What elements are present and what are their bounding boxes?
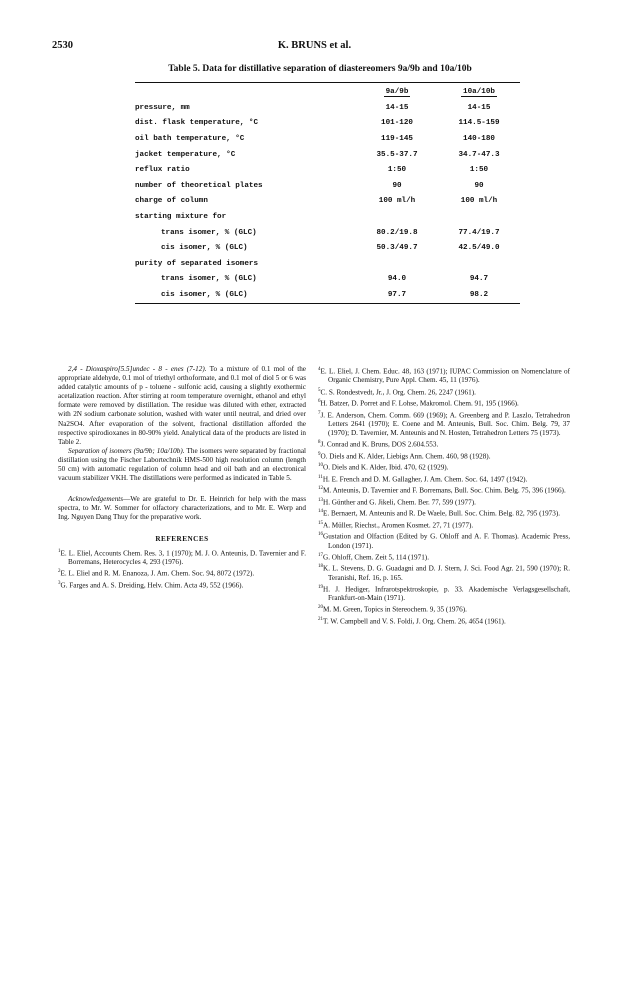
reference-item <box>318 615 570 626</box>
table-row <box>135 100 520 116</box>
reference-text: H. Günther and G. Jikeli, Chem. Ber. 77, 599 (1977). <box>323 498 476 507</box>
row-label: number of theoretical plates <box>135 181 263 190</box>
row-label: trans isomer, % (GLC) <box>161 275 257 284</box>
reference-number: 12 <box>318 486 323 492</box>
table-row <box>135 272 520 288</box>
running-head: K. BRUNS et al. <box>277 40 352 51</box>
reference-item <box>318 461 570 472</box>
row-value-9a9b: 35.5-37.7 <box>376 150 418 159</box>
reference-text: E. L. Eliel, Accounts Chem. Res. 3, 1 (1970); M. J. O. Anteunis, D. Tavernier and F. Borremans, Heterocycles 4, 293 (1976). <box>60 548 306 567</box>
row-label: cis isomer, % (GLC) <box>161 290 248 299</box>
reference-text: G. Ohloff, Chem. Zeit 5, 114 (1971). <box>323 553 430 562</box>
reference-text: H. J. Hediger, Infrarotspektroskopie, p. 33. Akademische Verlagsgesellschaft, Frankfurt-on-Main (1971). <box>323 585 570 603</box>
table-title: Table 5. Data for distillative separation of diastereomers 9a/9b and 10a/10b <box>168 64 472 74</box>
row-value-10a10b: 77.4/19.7 <box>458 228 500 237</box>
para-text: The isomers were separated by fractional distillation using the Fischer Labortechnik HMS-500 high resolution column (length 50 cm) with automatic regulation of column head and oil bath and an electronical vacuum stabilizer VKH. The distillations were performed as indicated in Table 5. <box>58 446 307 483</box>
row-label: reflux ratio <box>135 166 190 175</box>
paragraph-separation <box>58 447 306 483</box>
table-row <box>135 225 520 241</box>
reference-number: 2 <box>58 569 61 575</box>
table-bottom-rule <box>135 303 520 304</box>
row-value-10a10b: 100 ml/h <box>460 197 498 206</box>
para-lead: 2,4 - Dioxaspiro[5.5]undec - 8 - enes (7-12). <box>68 365 207 373</box>
reference-text: T. W. Campbell and V. S. Foldi, J. Org. Chem. 26, 4654 (1961). <box>323 617 506 626</box>
row-value-10a10b: 14-15 <box>467 103 491 112</box>
reference-item <box>318 519 570 530</box>
row-value-9a9b: 97.7 <box>387 290 407 299</box>
reference-text: O. Diels and K. Alder, Ibid. 470, 62 (1929). <box>323 463 449 472</box>
reference-number: 11 <box>318 474 323 480</box>
column-header: 10a/10b <box>463 87 495 96</box>
row-label: purity of separated isomers <box>135 259 259 268</box>
reference-item <box>318 365 570 386</box>
reference-number: 1 <box>58 548 61 554</box>
row-value-10a10b: 34.7-47.3 <box>458 150 500 159</box>
row-label: charge of column <box>135 197 208 206</box>
row-value-9a9b <box>356 209 438 225</box>
row-value-9a9b: 90 <box>392 181 402 190</box>
row-value-9a9b: 50.3/49.7 <box>376 244 418 253</box>
row-value-9a9b: 14-15 <box>385 103 409 112</box>
reference-item <box>318 386 570 397</box>
data-table <box>135 82 520 304</box>
reference-number: 16 <box>318 532 323 538</box>
table-row <box>135 131 520 147</box>
reference-text: E. L. Eliel and R. M. Enanoza, J. Am. Chem. Soc. 94, 8072 (1972). <box>60 569 255 578</box>
table-row <box>135 162 520 178</box>
reference-number: 15 <box>318 520 323 526</box>
reference-item <box>318 450 570 461</box>
reference-text: E. L. Eliel, J. Chem. Educ. 48, 163 (1971); IUPAC Commission on Nomenclature of Organic Chemistry, Pure Appl. Chem. 45, 11 (1976). <box>320 367 570 385</box>
reference-number: 13 <box>318 497 323 503</box>
reference-number: 10 <box>318 463 323 469</box>
row-value-9a9b <box>356 256 438 272</box>
row-value-10a10b: 42.5/49.0 <box>458 244 500 253</box>
reference-number: 18 <box>318 564 323 570</box>
table-header-row <box>135 83 520 100</box>
para-text: To a mixture of 0.1 mol of the appropriate aldehyde, 0.1 mol of triethyl orthoformate, and 0.1 mol of diol 5 or 6 was added catalytic amounts of p - toluene - sulfonic acid, causing a slightly exothermic acetalization reaction. After stirring at room temperature overnight, ethanol and ethyl formate were removed by distillation. The residue was diluted with ether, extracted with 2N sodium carbonate solution, washed with water until neutral, and dried over Na2SO4. After evaporation of the solvent, fractional distillation afforded the respective spirodioxanes in 80-90% yield. Analytical data of the products are listed in Table 2. <box>58 365 306 446</box>
row-value-10a10b: 114.5-159 <box>458 119 500 128</box>
reference-number: 14 <box>318 509 323 515</box>
references-list-left <box>58 547 306 591</box>
reference-item <box>318 583 570 604</box>
reference-number: 7 <box>318 410 321 416</box>
reference-text: K. L. Stevens, D. G. Guadagni and D. J. Stern, J. Sci. Food Agr. 21, 590 (1970); R. Teranishi, Ref. 16, p. 165. <box>323 564 570 582</box>
reference-item <box>318 603 570 614</box>
reference-text: A. Müller, Riechst., Aromen Kosmet. 27, 71 (1977). <box>323 521 474 529</box>
reference-number: 4 <box>318 367 321 372</box>
row-value-10a10b: 98.2 <box>469 290 489 299</box>
reference-number: 17 <box>318 552 323 558</box>
page-number: 2530 <box>52 40 73 51</box>
row-value-9a9b: 101-120 <box>381 119 413 128</box>
reference-number: 8 <box>318 440 321 446</box>
reference-item <box>58 567 306 578</box>
table-row <box>135 116 520 132</box>
para-lead: Separation of isomers (9a/9b; 10a/10b). <box>68 446 185 455</box>
right-column <box>318 365 570 626</box>
reference-item <box>318 530 570 551</box>
row-value-9a9b: 94.0 <box>387 275 407 284</box>
row-label: trans isomer, % (GLC) <box>161 228 257 237</box>
row-value-9a9b: 119-145 <box>381 134 413 143</box>
reference-item <box>318 473 570 484</box>
row-value-10a10b: 140-180 <box>463 134 495 143</box>
reference-item <box>318 562 570 583</box>
table-row <box>135 256 520 272</box>
row-label: starting mixture for <box>135 212 227 221</box>
reference-text: O. Diels and K. Alder, Liebigs Ann. Chem. 460, 98 (1928). <box>320 452 491 461</box>
reference-number: 3 <box>58 580 61 586</box>
row-label: jacket temperature, °C <box>135 150 236 159</box>
row-value-10a10b: 1:50 <box>469 166 489 175</box>
reference-text: G. Farges and A. S. Dreiding, Helv. Chim. Acta 49, 552 (1966). <box>60 581 244 590</box>
reference-number: 6 <box>318 399 321 405</box>
references-list-right <box>318 365 570 626</box>
reference-item <box>318 409 570 439</box>
ack-lead: Acknowledgements <box>68 495 124 504</box>
reference-item <box>318 438 570 449</box>
reference-text: M. Anteunis, D. Tavernier and F. Borremans, Bull. Soc. Chim. Belg. 75, 396 (1966). <box>323 486 566 495</box>
row-label: cis isomer, % (GLC) <box>161 244 248 253</box>
row-value-10a10b: 94.7 <box>469 275 489 284</box>
reference-text: J. E. Anderson, Chem. Comm. 669 (1969); A. Greenberg and P. Laszlo, Tetrahedron Letters 2641 (1970); E. Coene and M. Anteunis, Bull. Soc. Chim. Belg. 79, 37 (1970); D. Tavernier, M. Anteunis and N. Hosten, Tetrahedron Letters 75 (1973). <box>320 410 570 438</box>
acknowledgements <box>58 495 306 522</box>
row-value-9a9b: 100 ml/h <box>378 197 416 206</box>
reference-item <box>58 547 306 568</box>
row-value-10a10b: 90 <box>474 181 484 190</box>
reference-text: H. E. French and D. M. Gallagher, J. Am. Chem. Soc. 64, 1497 (1942). <box>322 475 528 484</box>
left-column <box>58 365 306 590</box>
row-label: oil bath temperature, °C <box>135 134 245 143</box>
reference-item <box>318 551 570 562</box>
row-label: pressure, mm <box>135 103 190 112</box>
reference-text: Gustation and Olfaction (Edited by G. Ohloff and A. F. Thomas). Academic Press, London (1971). <box>323 532 570 550</box>
reference-item <box>58 579 306 590</box>
table-row <box>135 240 520 256</box>
reference-text: C. S. Rondestvedt, Jr., J. Org. Chem. 26, 2247 (1961). <box>320 387 476 396</box>
ack-text: —We are grateful to Dr. E. Heinrich for help with the mass spectra, to Mr. W. Sommer for olfactory characterizations, and to Mr. E. Werp and Ing. Nguyen Dang Thuy for the preparative work. <box>58 495 306 522</box>
reference-text: M. M. Green, Topics in Stereochem. 9, 35 (1976). <box>323 605 467 614</box>
row-label: dist. flask temperature, °C <box>135 119 259 128</box>
reference-item <box>318 507 570 518</box>
reference-number: 19 <box>318 584 323 590</box>
row-value-9a9b: 80.2/19.8 <box>376 228 418 237</box>
table-row <box>135 194 520 210</box>
reference-number: 20 <box>318 605 323 611</box>
row-value-9a9b: 1:50 <box>387 166 407 175</box>
reference-number: 9 <box>318 451 321 457</box>
row-value-10a10b <box>438 256 520 272</box>
column-header: 9a/9b <box>385 87 409 96</box>
reference-item <box>318 496 570 507</box>
page-header <box>52 40 577 56</box>
reference-text: E. Bernaert, M. Anteunis and R. De Waele, Bull. Soc. Chim. Belg. 82, 795 (1973). <box>323 509 561 518</box>
table-row <box>135 287 520 303</box>
reference-text: H. Batzer, D. Porret and F. Lohse, Makromol. Chem. 91, 195 (1966). <box>320 399 519 408</box>
table-row <box>135 178 520 194</box>
reference-number: 5 <box>318 387 321 393</box>
row-value-10a10b <box>438 209 520 225</box>
reference-item <box>318 484 570 495</box>
reference-text: J. Conrad and K. Bruns, DOS 2.604.553. <box>320 440 439 449</box>
paragraph-acetalization <box>58 365 306 447</box>
table-row <box>135 209 520 225</box>
reference-number: 21 <box>318 616 323 622</box>
table-row <box>135 147 520 163</box>
references-heading: REFERENCES <box>155 534 209 543</box>
reference-item <box>318 397 570 408</box>
